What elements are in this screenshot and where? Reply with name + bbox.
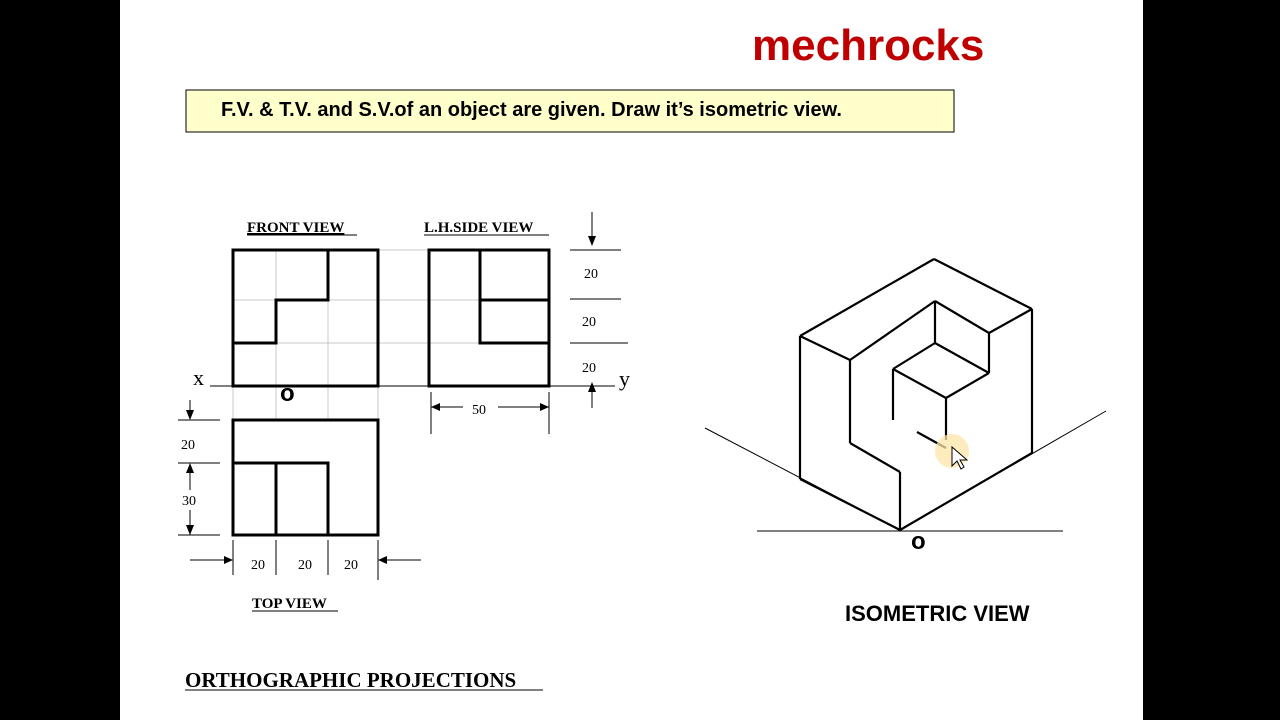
isometric-construction-lines: [705, 411, 1106, 531]
dim-top-depth-back: 30: [182, 494, 196, 509]
dim-height-top: 20: [584, 267, 598, 282]
dim-top-depth-front: 20: [181, 438, 195, 453]
isometric-view-label: ISOMETRIC VIEW: [845, 601, 1030, 626]
side-view-label: L.H.SIDE VIEW: [424, 220, 534, 236]
side-width-dimension: [431, 392, 549, 434]
mouse-cursor: [935, 434, 969, 469]
origin-label-iso: o: [911, 528, 926, 555]
front-view-label: FRONT VIEW: [247, 220, 345, 236]
isometric-object: [800, 259, 1032, 530]
top-view: [233, 420, 378, 535]
front-view: [233, 250, 378, 386]
top-view-label: TOP VIEW: [252, 596, 327, 612]
dim-width-1: 20: [251, 558, 265, 573]
side-view: [429, 250, 549, 386]
brand-logo: mechrocks: [752, 21, 985, 70]
dim-height-mid: 20: [582, 315, 596, 330]
y-axis-label: y: [619, 366, 630, 391]
dim-width-3: 20: [344, 558, 358, 573]
x-axis-label: x: [193, 365, 204, 390]
origin-label-ortho: o: [280, 380, 295, 407]
problem-statement: F.V. & T.V. and S.V.of an object are given. Draw it’s isometric view.: [221, 99, 842, 121]
top-depth-dimensions: [178, 400, 220, 535]
dim-side-width: 50: [472, 403, 486, 418]
dim-width-2: 20: [298, 558, 312, 573]
orthographic-projections-label: ORTHOGRAPHIC PROJECTIONS: [185, 668, 517, 692]
dim-height-bottom: 20: [582, 361, 596, 376]
